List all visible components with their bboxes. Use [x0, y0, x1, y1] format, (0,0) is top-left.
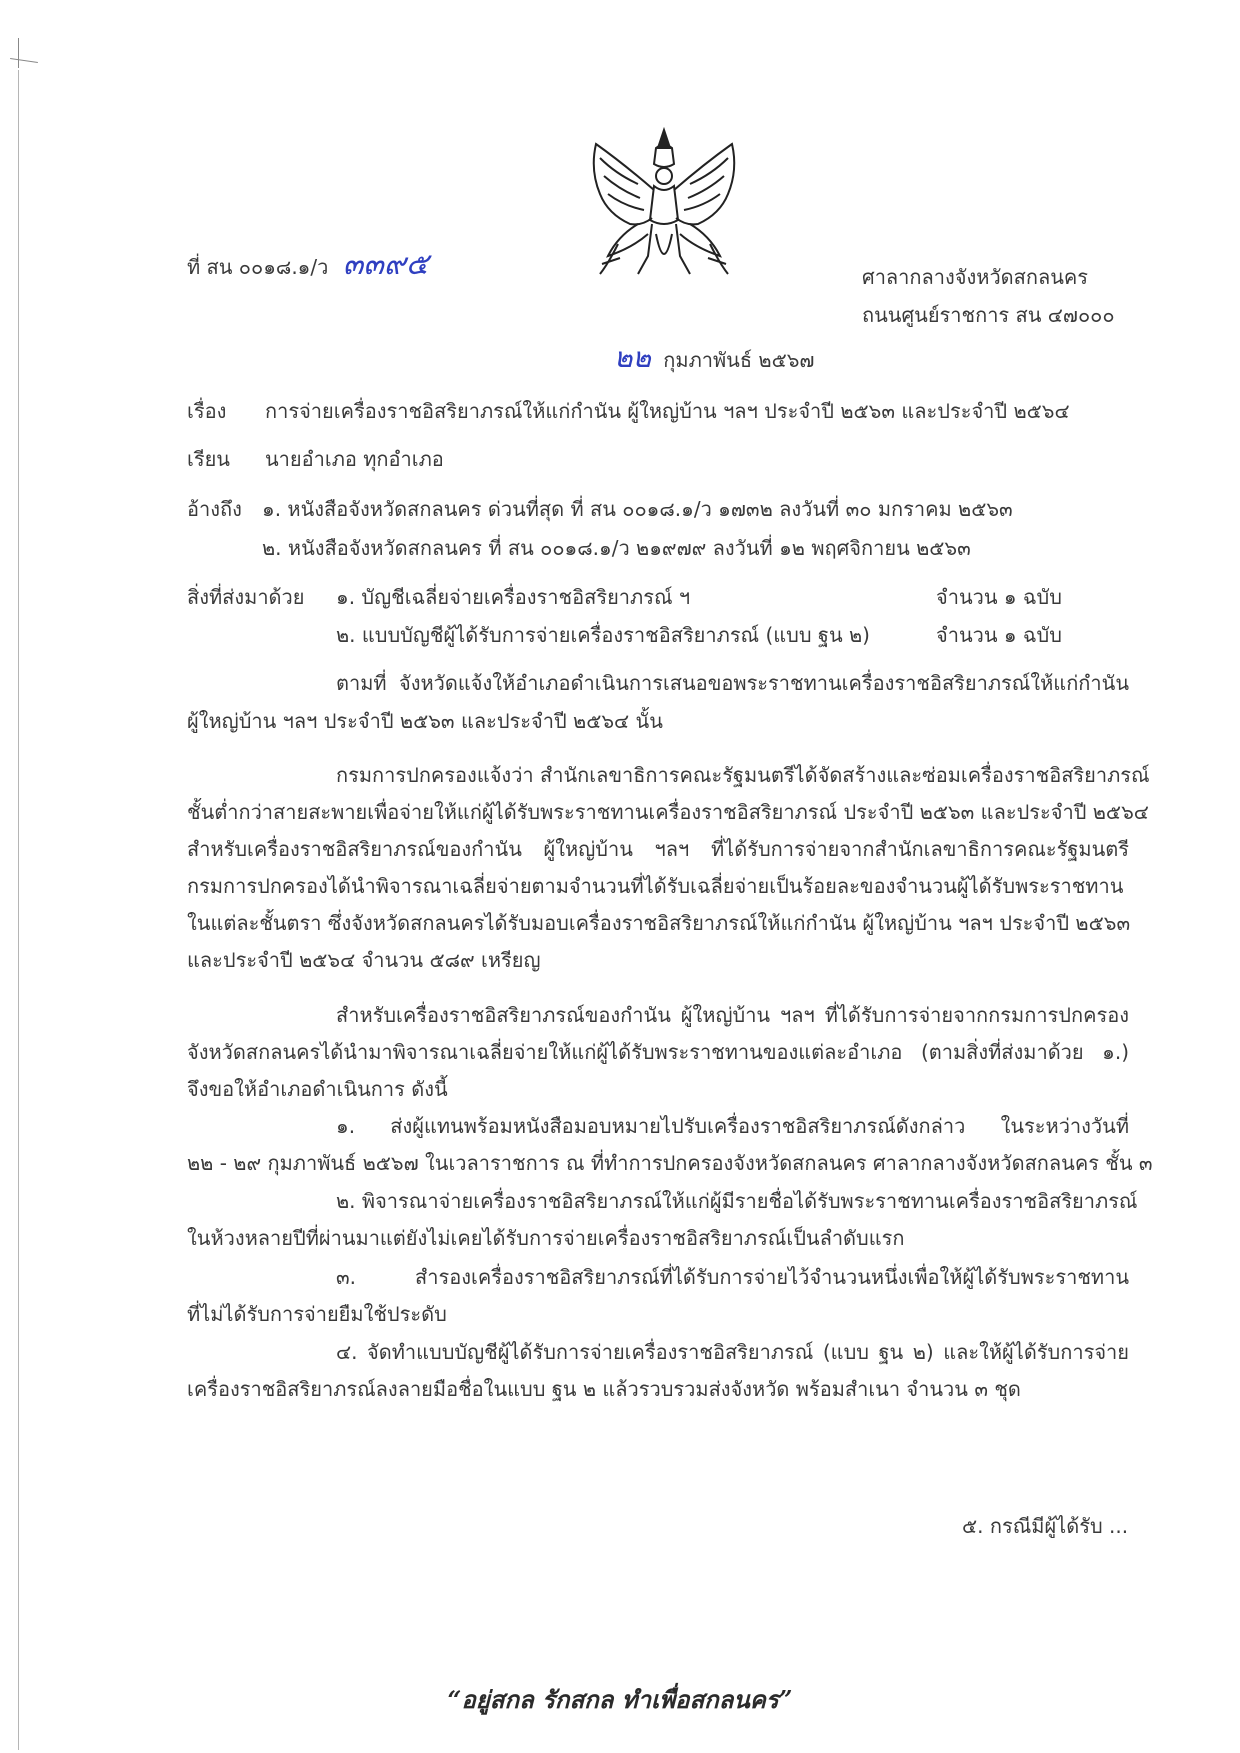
enclosure-qty: จำนวน ๑ ฉบับ	[936, 623, 1062, 647]
paragraph-2-line: และประจำปี ๒๕๖๔ จำนวน ๕๘๙ เหรียญ	[187, 948, 541, 972]
action-item-3-line: ที่ไม่ได้รับการจ่ายยืมใช้ประดับ	[187, 1302, 447, 1326]
page-continuation: ๕. กรณีมีผู้ได้รับ ...	[962, 1514, 1129, 1538]
paragraph-1-line: ผู้ใหญ่บ้าน ฯลฯ ประจำปี ๒๕๖๓ และประจำปี ๒๕๖๔ นั้น	[187, 709, 663, 733]
action-item-2-line: ในห้วงหลายปีที่ผ่านมาแต่ยังไม่เคยได้รับการจ่ายเครื่องราชอิสริยาภรณ์เป็นลำดับแรก	[187, 1226, 905, 1250]
subject-label: เรื่อง	[187, 399, 227, 423]
enclosure-item: ๑. บัญชีเฉลี่ยจ่ายเครื่องราชอิสริยาภรณ์ ฯ	[336, 585, 691, 609]
left-margin-line	[18, 70, 19, 1750]
action-item-3-line: ๓. สำรองเครื่องราชอิสริยาภรณ์ที่ได้รับการจ่ายไว้จำนวนหนึ่งเพื่อให้ผู้ได้รับพระราชทาน	[336, 1265, 1129, 1289]
paragraph-2-line: ในแต่ละชั้นตรา ซึ่งจังหวัดสกลนครได้รับมอบเครื่องราชอิสริยาภรณ์ให้แก่กำนัน ผู้ใหญ่บ้าน ฯลฯ ประจำปี ๒๕๖๓	[187, 911, 1131, 935]
enclosure-item: ๒. แบบบัญชีผู้ได้รับการจ่ายเครื่องราชอิสริยาภรณ์ (แบบ ฐน ๒)	[336, 623, 870, 647]
action-item-1-line: ๒๒ - ๒๙ กุมภาพันธ์ ๒๕๖๗ ในเวลาราชการ ณ ที่ทำการปกครองจังหวัดสกลนคร ศาลากลางจังหวัดสกลนคร ชั้น ๓	[187, 1151, 1153, 1175]
reference-prefix: ที่ สน ๐๐๑๘.๑/ว	[187, 255, 329, 279]
paragraph-2-line: สำหรับเครื่องราชอิสริยาภรณ์ของกำนัน ผู้ใหญ่บ้าน ฯลฯ ที่ได้รับการจ่ายจากสำนักเลขาธิการคณะรัฐมนตรี	[187, 837, 1129, 861]
addressee-label: เรียน	[187, 447, 230, 471]
enclosure-qty: จำนวน ๑ ฉบับ	[936, 585, 1062, 609]
action-item-4-line: ๔. จัดทำแบบบัญชีผู้ได้รับการจ่ายเครื่องราชอิสริยาภรณ์ (แบบ ฐน ๒) และให้ผู้ได้รับการจ่าย	[336, 1340, 1129, 1364]
document-date	[614, 341, 815, 374]
paragraph-3-line: จังหวัดสกลนครได้นำมาพิจารณาเฉลี่ยจ่ายให้แก่ผู้ได้รับพระราชทานของแต่ละอำเภอ (ตามสิ่งที่ส่งมาด้วย ๑.)	[187, 1040, 1129, 1064]
paragraph-3-line: จึงขอให้อำเภอดำเนินการ ดังนี้	[187, 1077, 448, 1101]
garuda-emblem-icon	[578, 124, 750, 284]
action-item-4-line: เครื่องราชอิสริยาภรณ์ลงลายมือชื่อในแบบ ฐน ๒ แล้วรวบรวมส่งจังหวัด พร้อมสำเนา จำนวน ๓ ชุด	[187, 1377, 1021, 1401]
action-item-2-line: ๒. พิจารณาจ่ายเครื่องราชอิสริยาภรณ์ให้แก่ผู้มีรายชื่อได้รับพระราชทานเครื่องราชอิสริยาภรณ์	[336, 1189, 1138, 1213]
office-name: ศาลากลางจังหวัดสกลนคร	[862, 265, 1089, 289]
paragraph-3-line: สำหรับเครื่องราชอิสริยาภรณ์ของกำนัน ผู้ใหญ่บ้าน ฯลฯ ที่ได้รับการจ่ายจากกรมการปกครอง	[336, 1003, 1129, 1027]
date-month-year: กุมภาพันธ์ ๒๕๖๗	[663, 348, 815, 372]
reference-item: ๑. หนังสือจังหวัดสกลนคร ด่วนที่สุด ที่ สน ๐๐๑๘.๑/ว ๑๗๓๒ ลงวันที่ ๓๐ มกราคม ๒๕๖๓	[262, 497, 1013, 521]
reference-number	[187, 247, 429, 282]
addressee-text: นายอำเภอ ทุกอำเภอ	[265, 447, 444, 471]
paragraph-2-line: ชั้นต่ำกว่าสายสะพายเพื่อจ่ายให้แก่ผู้ได้รับพระราชทานเครื่องราชอิสริยาภรณ์ ประจำปี ๒๕๖๓ และประจำปี ๒๕๖๔	[187, 800, 1149, 824]
subject-text: การจ่ายเครื่องราชอิสริยาภรณ์ให้แก่กำนัน ผู้ใหญ่บ้าน ฯลฯ ประจำปี ๒๕๖๓ และประจำปี ๒๕๖๔	[265, 399, 1070, 423]
date-day-handwritten: ๒๒	[614, 341, 651, 374]
corner-mark-stroke	[10, 58, 38, 63]
reference-number-handwritten: ๓๓๙๕	[342, 247, 429, 282]
action-item-1-line: ๑. ส่งผู้แทนพร้อมหนังสือมอบหมายไปรับเครื่องราชอิสริยาภรณ์ดังกล่าว ในระหว่างวันที่	[336, 1114, 1129, 1138]
footer-motto: “อยู่สกล รักสกล ทำเพื่อสกลนคร”	[447, 1685, 793, 1714]
paragraph-2-line: กรมการปกครองแจ้งว่า สำนักเลขาธิการคณะรัฐมนตรีได้จัดสร้างและซ่อมเครื่องราชอิสริยาภรณ์	[336, 763, 1150, 787]
enclosures-label: สิ่งที่ส่งมาด้วย	[187, 585, 305, 609]
paragraph-2-line: กรมการปกครองได้นำพิจารณาเฉลี่ยจ่ายตามจำนวนที่ได้รับเฉลี่ยจ่ายเป็นร้อยละของจำนวนผู้ได้รับพระราชทาน	[187, 874, 1124, 898]
reference-item: ๒. หนังสือจังหวัดสกลนคร ที่ สน ๐๐๑๘.๑/ว ๒๑๙๗๙ ลงวันที่ ๑๒ พฤศจิกายน ๒๕๖๓	[262, 536, 971, 560]
corner-mark	[18, 38, 19, 68]
office-address: ถนนศูนย์ราชการ สน ๔๗๐๐๐	[862, 303, 1115, 327]
references-label: อ้างถึง	[187, 497, 242, 521]
paragraph-1-line: ตามที่ จังหวัดแจ้งให้อำเภอดำเนินการเสนอขอพระราชทานเครื่องราชอิสริยาภรณ์ให้แก่กำนัน	[336, 671, 1129, 695]
